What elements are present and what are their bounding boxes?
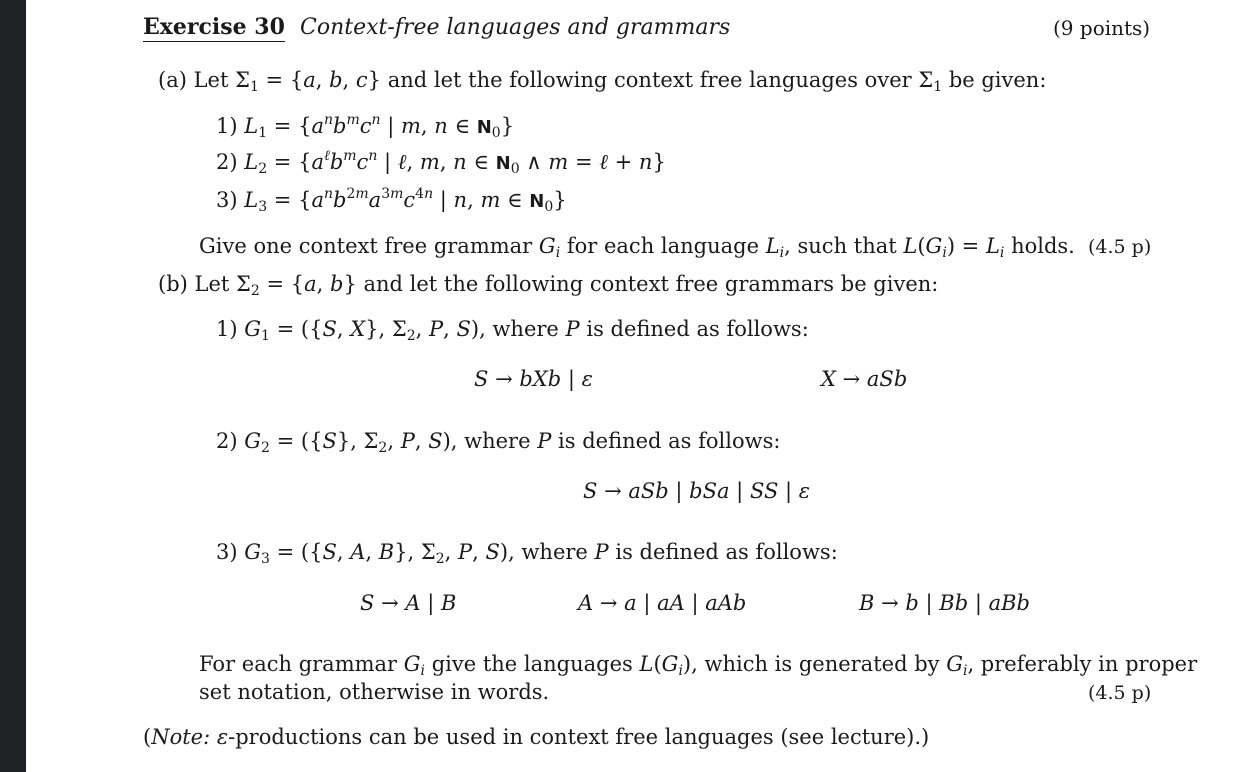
language-item-2: 2) $L_2 = \{a^\ell b^mc^n$ | ℓ, m, n ∈ $N_0$ ∧ m = ℓ + n} [216, 148, 666, 177]
part-b-task-line-2: set notation, otherwise in words. [199, 680, 550, 704]
language-item-3: 3) $L_3 = \{a^nb^{2m}a^{3m}c^{4n}$ | n, m ∈ $N_0$} [216, 186, 567, 215]
grammar-1-def: 1) $G_1 = (\{S$, X}, $\Sigma_2$, P, S), where P is defined as follows: [216, 317, 809, 344]
grammar-3-rule-a: A → a | aA | aAb [578, 591, 747, 615]
part-b-task-line-1: For each grammar $G_i$ give the languages $L(G_i)$, which is generated by $G_i$, preferably in proper [199, 652, 1198, 679]
grammar-2-rule-s: S → aSb | bSa | SS | ε [583, 479, 811, 503]
grammar-1-rule-x: X → aSb [821, 367, 908, 391]
grammar-3-def: 3) $G_3 = (\{S$, A, B}, $\Sigma_2$, P, S), where P is defined as follows: [216, 540, 838, 567]
left-dark-bar [0, 0, 26, 772]
exercise-label: Exercise 30 [143, 14, 285, 40]
part-b-marker: (b) [158, 272, 188, 296]
grammar-1-rule-s: S → bXb | ε [474, 367, 593, 391]
language-item-1: 1) $L_1 = \{a^nb^mc^n$ | m, n ∈ $N_0$} [216, 112, 515, 141]
part-b-intro: (b) Let $\Sigma_2 = \{a$, b} and let the following context free grammars be given: [158, 272, 939, 299]
note-label: Note: [151, 725, 211, 749]
grammar-3-rule-b: B → b | Bb | aBb [859, 591, 1030, 615]
part-b-points: (4.5 p) [1088, 682, 1152, 704]
exercise-points: (9 points) [1053, 16, 1151, 40]
grammar-3-rule-s: S → A | B [360, 591, 457, 615]
footnote: (Note: ε-productions can be used in context free languages (see lecture).) [143, 725, 930, 749]
part-a-points: (4.5 p) [1088, 236, 1152, 258]
exercise-title: Context-free languages and grammars [300, 15, 731, 40]
part-a-marker: (a) [158, 68, 187, 92]
part-a-task: Give one context free grammar $G_i$ for each language $L_i$, such that $L(G_i) = L_i$ holds. [199, 234, 1075, 261]
grammar-2-def: 2) $G_2 = (\{S\}$, $\Sigma_2$, P, S), where P is defined as follows: [216, 429, 781, 456]
part-a-intro: (a) Let $\Sigma_1 = \{a$, b, c} and let the following context free languages over $\Sigma_1$ be given: [158, 68, 1047, 95]
